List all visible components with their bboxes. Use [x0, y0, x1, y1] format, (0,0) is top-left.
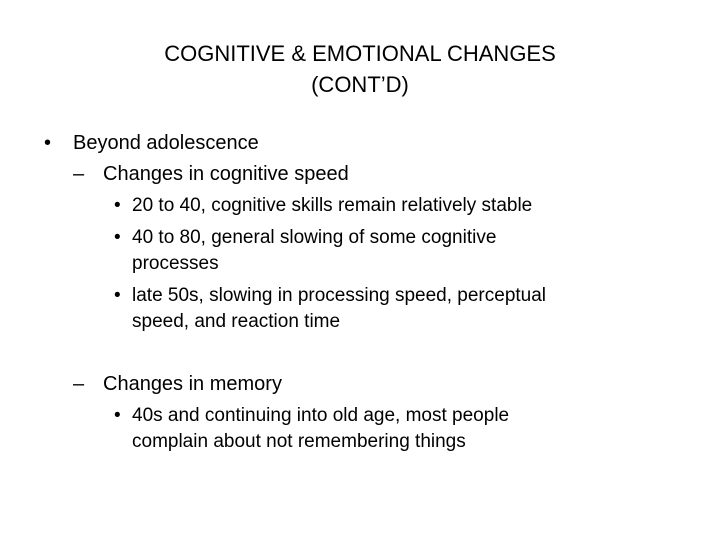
bullet-marker: • — [44, 132, 52, 154]
memory-item-1: 40s and continuing into old age, most people — [132, 405, 510, 426]
bullet-marker: • — [114, 195, 121, 216]
speed-item-2: 40 to 80, general slowing of some cognitive — [132, 227, 497, 248]
slide-title — [60, 38, 660, 100]
subheading-cognitive-speed: Changes in cognitive speed — [103, 163, 349, 185]
slide-title-line-1: COGNITIVE & EMOTIONAL CHANGES — [164, 41, 556, 66]
subheading-memory: Changes in memory — [103, 373, 282, 395]
bullet-beyond-adolescence: Beyond adolescence — [73, 132, 259, 154]
dash-marker: – — [73, 373, 85, 395]
speed-item-3: late 50s, slowing in processing speed, perceptual — [132, 285, 547, 306]
slide-title-line-2: (CONT’D) — [311, 72, 409, 97]
speed-item-2-cont: processes — [132, 253, 219, 274]
memory-item-1-cont: complain about not remembering things — [132, 431, 466, 452]
speed-item-3-cont: speed, and reaction time — [132, 311, 341, 332]
bullet-marker: • — [114, 285, 121, 306]
dash-marker: – — [73, 163, 85, 185]
bullet-marker: • — [114, 405, 121, 426]
speed-item-1: 20 to 40, cognitive skills remain relatively stable — [132, 195, 533, 216]
bullet-marker: • — [114, 227, 121, 248]
